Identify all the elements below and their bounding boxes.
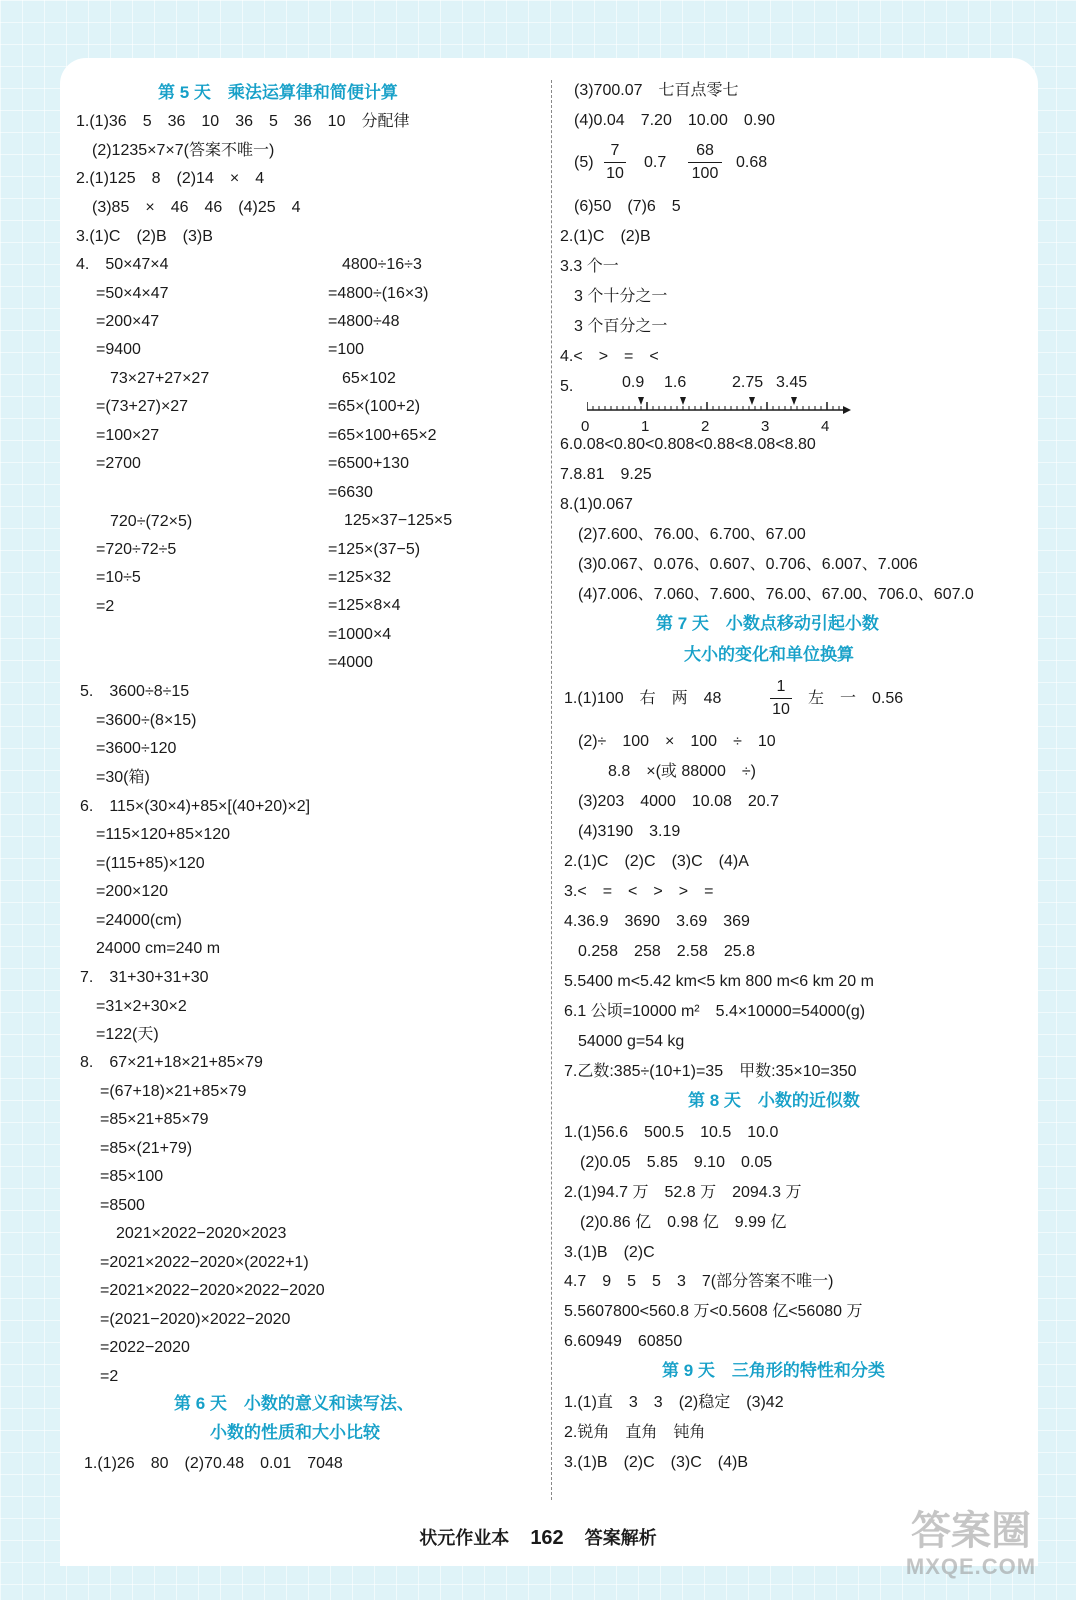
calc-line: 6. 115×(30×4)+85×[(40+20)×2]: [80, 798, 311, 815]
heading-day9: 第 9 天 三角形的特性和分类: [662, 1361, 885, 1380]
answer-line: 1.(1)直 3 3 (2)稳定 (3)42: [564, 1394, 784, 1411]
answer-line: 3.(1)B (2)C: [564, 1244, 655, 1261]
calc-line: =122(天): [96, 1026, 159, 1043]
answer-line: 4.7 9 5 5 3 7(部分答案不唯一): [564, 1273, 834, 1290]
calc-line: =85×21+85×79: [100, 1111, 209, 1128]
fraction-denominator: 100: [691, 165, 719, 182]
answer-line: (2)÷ 100 × 100 ÷ 10: [578, 733, 776, 750]
calc-line: =2022−2020: [100, 1339, 190, 1356]
calc-line: =8500: [100, 1197, 145, 1214]
calc-line: 2021×2022−2020×2023: [116, 1225, 287, 1242]
calc-line: =115×120+85×120: [96, 826, 231, 843]
calc-line: 24000 cm=240 m: [96, 940, 221, 957]
answer-line: 2.锐角 直角 钝角: [564, 1424, 706, 1441]
calc-line: =4800÷(16×3): [328, 285, 429, 302]
number-line-label: 1.6: [664, 374, 687, 391]
fraction-denominator: 10: [772, 701, 790, 718]
calc-line: 65×102: [342, 370, 396, 387]
calc-line: =4000: [328, 654, 373, 671]
number-line-tick: 1: [641, 418, 650, 435]
answer-line: 0.258 258 2.58 25.8: [578, 943, 756, 960]
calc-line: =50×4×47: [96, 285, 169, 302]
number-line-tick: 4: [821, 418, 830, 435]
calc-line: =31×2+30×2: [96, 998, 187, 1015]
answer-line: 1.(1)36 5 36 10 36 5 36 10 分配律: [76, 113, 410, 130]
calc-line: 8. 67×21+18×21+85×79: [80, 1054, 263, 1071]
number-line: [587, 395, 857, 435]
calc-line: =9400: [96, 341, 141, 358]
number-line-label: 2.75: [732, 374, 764, 391]
calc-line: =85×(21+79): [100, 1140, 193, 1157]
heading-day6-line1: 第 6 天 小数的意义和读写法、: [174, 1394, 414, 1413]
calc-line: =200×120: [96, 883, 169, 900]
answer-line: (4)3190 3.19: [578, 823, 681, 840]
calc-line: =2700: [96, 455, 141, 472]
heading-day7-line1: 第 7 天 小数点移动引起小数: [656, 614, 879, 633]
calc-line: =(115+85)×120: [96, 855, 205, 872]
calc-line: =100×27: [96, 427, 160, 444]
marker-arrow-icon: [791, 397, 797, 405]
calc-line: =(67+18)×21+85×79: [100, 1083, 247, 1100]
calc-line: =10÷5: [96, 569, 141, 586]
answer-line: 6.0.08<0.80<0.808<0.88<8.08<8.80: [560, 436, 816, 453]
answer-line: 8.8 ×(或 88000 ÷): [608, 763, 756, 780]
answer-line: (4)7.006、7.060、7.600、76.00、67.00、706.0、607.0: [578, 586, 974, 603]
calc-line: =200×47: [96, 313, 160, 330]
answer-line: 2.(1)C (2)C (3)C (4)A: [564, 853, 749, 870]
number-line-tick: 0: [581, 418, 590, 435]
answer-line: (3)0.067、0.076、0.607、0.706、6.007、7.006: [578, 556, 918, 573]
calc-line: =30(箱): [96, 769, 150, 786]
fraction-numerator: 1: [776, 678, 786, 695]
answer-line: (3)700.07 七百点零七: [574, 82, 739, 99]
number-line-tick: 3: [761, 418, 770, 435]
answer-line: (6)50 (7)6 5: [574, 198, 681, 215]
answer-line: 5.5607800<560.8 万<0.5608 亿<56080 万: [564, 1303, 863, 1320]
answer-line: (4)0.04 7.20 10.00 0.90: [574, 112, 776, 129]
calc-line: =(73+27)×27: [96, 398, 189, 415]
calc-line: =65×(100+2): [328, 398, 421, 415]
calc-line: =(2021−2020)×2022−2020: [100, 1311, 291, 1328]
fraction-denominator: 10: [606, 165, 624, 182]
answer-line: 2.(1)94.7 万 52.8 万 2094.3 万: [564, 1184, 802, 1201]
arrow-right-icon: [843, 406, 851, 414]
answer-line: 7.乙数:385÷(10+1)=35 甲数:35×10=350: [564, 1063, 857, 1080]
calc-line: =1000×4: [328, 626, 392, 643]
answer-line: 6.60949 60850: [564, 1333, 683, 1350]
answer-line: (3)85 × 46 46 (4)25 4: [92, 199, 301, 216]
answer-line: 54000 g=54 kg: [578, 1033, 685, 1050]
answer-line: 4.36.9 3690 3.69 369: [564, 913, 750, 930]
watermark-bottom: MXQE.COM: [905, 1554, 1037, 1579]
answer-line: 1.(1)56.6 500.5 10.5 10.0: [564, 1124, 779, 1141]
number-line-label: 3.45: [776, 374, 808, 391]
heading-day7-line2: 大小的变化和单位换算: [684, 645, 854, 664]
calc-line: 4. 50×47×4: [76, 256, 169, 273]
calc-line: 73×27+27×27: [110, 370, 210, 387]
calc-line: =2021×2022−2020×2022−2020: [100, 1282, 325, 1299]
calc-line: 125×37−125×5: [344, 512, 453, 529]
fraction-numerator: 7: [610, 142, 620, 159]
answer-label: 5.: [560, 378, 574, 395]
answer-line: 4.< > = <: [560, 348, 659, 365]
marker-arrow-icon: [638, 397, 644, 405]
calc-line: 4800÷16÷3: [342, 256, 422, 273]
calc-line: =4800÷48: [328, 313, 400, 330]
answer-line: (2)0.86 亿 0.98 亿 9.99 亿: [580, 1214, 787, 1231]
answer-line: (2)1235×7×7(答案不唯一): [92, 142, 275, 159]
answer-value: 0.7: [644, 154, 667, 171]
answer-line: (2)7.600、76.00、6.700、67.00: [578, 526, 806, 543]
answer-line: 2.(1)C (2)B: [560, 228, 651, 245]
answer-line: (3)203 4000 10.08 20.7: [578, 793, 780, 810]
calc-line: =85×100: [100, 1168, 164, 1185]
fraction: [604, 141, 626, 184]
calc-line: =3600÷120: [96, 740, 177, 757]
marker-arrow-icon: [680, 397, 686, 405]
watermark-logo: [896, 1508, 1046, 1588]
calc-line: =6500+130: [328, 455, 409, 472]
answer-line-suffix: 左 一 0.56: [808, 690, 904, 707]
answer-line: 8.(1)0.067: [560, 496, 633, 513]
heading-day6-line2: 小数的性质和大小比较: [210, 1423, 380, 1442]
watermark-top: 答案圈: [911, 1509, 1031, 1553]
calc-line: =100: [328, 341, 365, 358]
value-markers: [638, 397, 797, 405]
answer-line: 5.5400 m<5.42 km<5 km 800 m<6 km 20 m: [564, 973, 874, 990]
number-line-label: 0.9: [622, 374, 645, 391]
calc-line: =125×32: [328, 569, 392, 586]
answer-value: 0.68: [736, 154, 768, 171]
answer-line-prefix: 1.(1)100 右 两 48: [564, 690, 722, 707]
answer-line: 7.8.81 9.25: [560, 466, 652, 483]
calc-line: 5. 3600÷8÷15: [80, 683, 190, 700]
heading-day5: 第 5 天 乘法运算律和简便计算: [158, 83, 398, 102]
calc-line: =24000(cm): [96, 912, 182, 929]
section-title: 答案解析: [584, 1528, 657, 1548]
calc-line: 7. 31+30+31+30: [80, 969, 209, 986]
answer-line: 3 个十分之一: [574, 288, 668, 305]
calc-line: =2: [96, 598, 115, 615]
answer-line: 6.1 公顷=10000 m² 5.4×10000=54000(g): [564, 1003, 866, 1020]
answer-line: 1.(1)26 80 (2)70.48 0.01 7048: [84, 1455, 343, 1472]
column-divider: [551, 80, 552, 1500]
calc-line: =2: [100, 1368, 119, 1385]
answer-line: 3.(1)C (2)B (3)B: [76, 228, 213, 245]
calc-line: =3600÷(8×15): [96, 712, 197, 729]
number-line-tick: 2: [701, 418, 710, 435]
answer-line: 3.< = < > > =: [564, 883, 714, 900]
calc-line: =125×(37−5): [328, 541, 421, 558]
marker-arrow-icon: [749, 397, 755, 405]
minor-ticks: [587, 402, 839, 410]
answer-line: 2.(1)125 8 (2)14 × 4: [76, 170, 265, 187]
answer-line: (2)0.05 5.85 9.10 0.05: [580, 1154, 773, 1171]
book-title: 状元作业本: [419, 1528, 510, 1548]
calc-line: =125×8×4: [328, 597, 401, 614]
page-number: 162: [530, 1527, 564, 1549]
calc-line: =2021×2022−2020×(2022+1): [100, 1254, 309, 1271]
calc-line: =6630: [328, 484, 373, 501]
answer-line: 3.(1)B (2)C (3)C (4)B: [564, 1454, 749, 1471]
calc-line: 720÷(72×5): [110, 513, 193, 530]
calc-line: =65×100+65×2: [328, 427, 437, 444]
answer-line-prefix: (5): [574, 154, 594, 171]
answer-line: 3 个百分之一: [574, 318, 668, 335]
fraction: [770, 677, 792, 720]
fraction: [688, 141, 722, 184]
answer-line: 3.3 个一: [560, 258, 619, 275]
calc-line: =720÷72÷5: [96, 541, 177, 558]
heading-day8: 第 8 天 小数的近似数: [688, 1091, 860, 1110]
fraction-numerator: 68: [696, 142, 714, 159]
